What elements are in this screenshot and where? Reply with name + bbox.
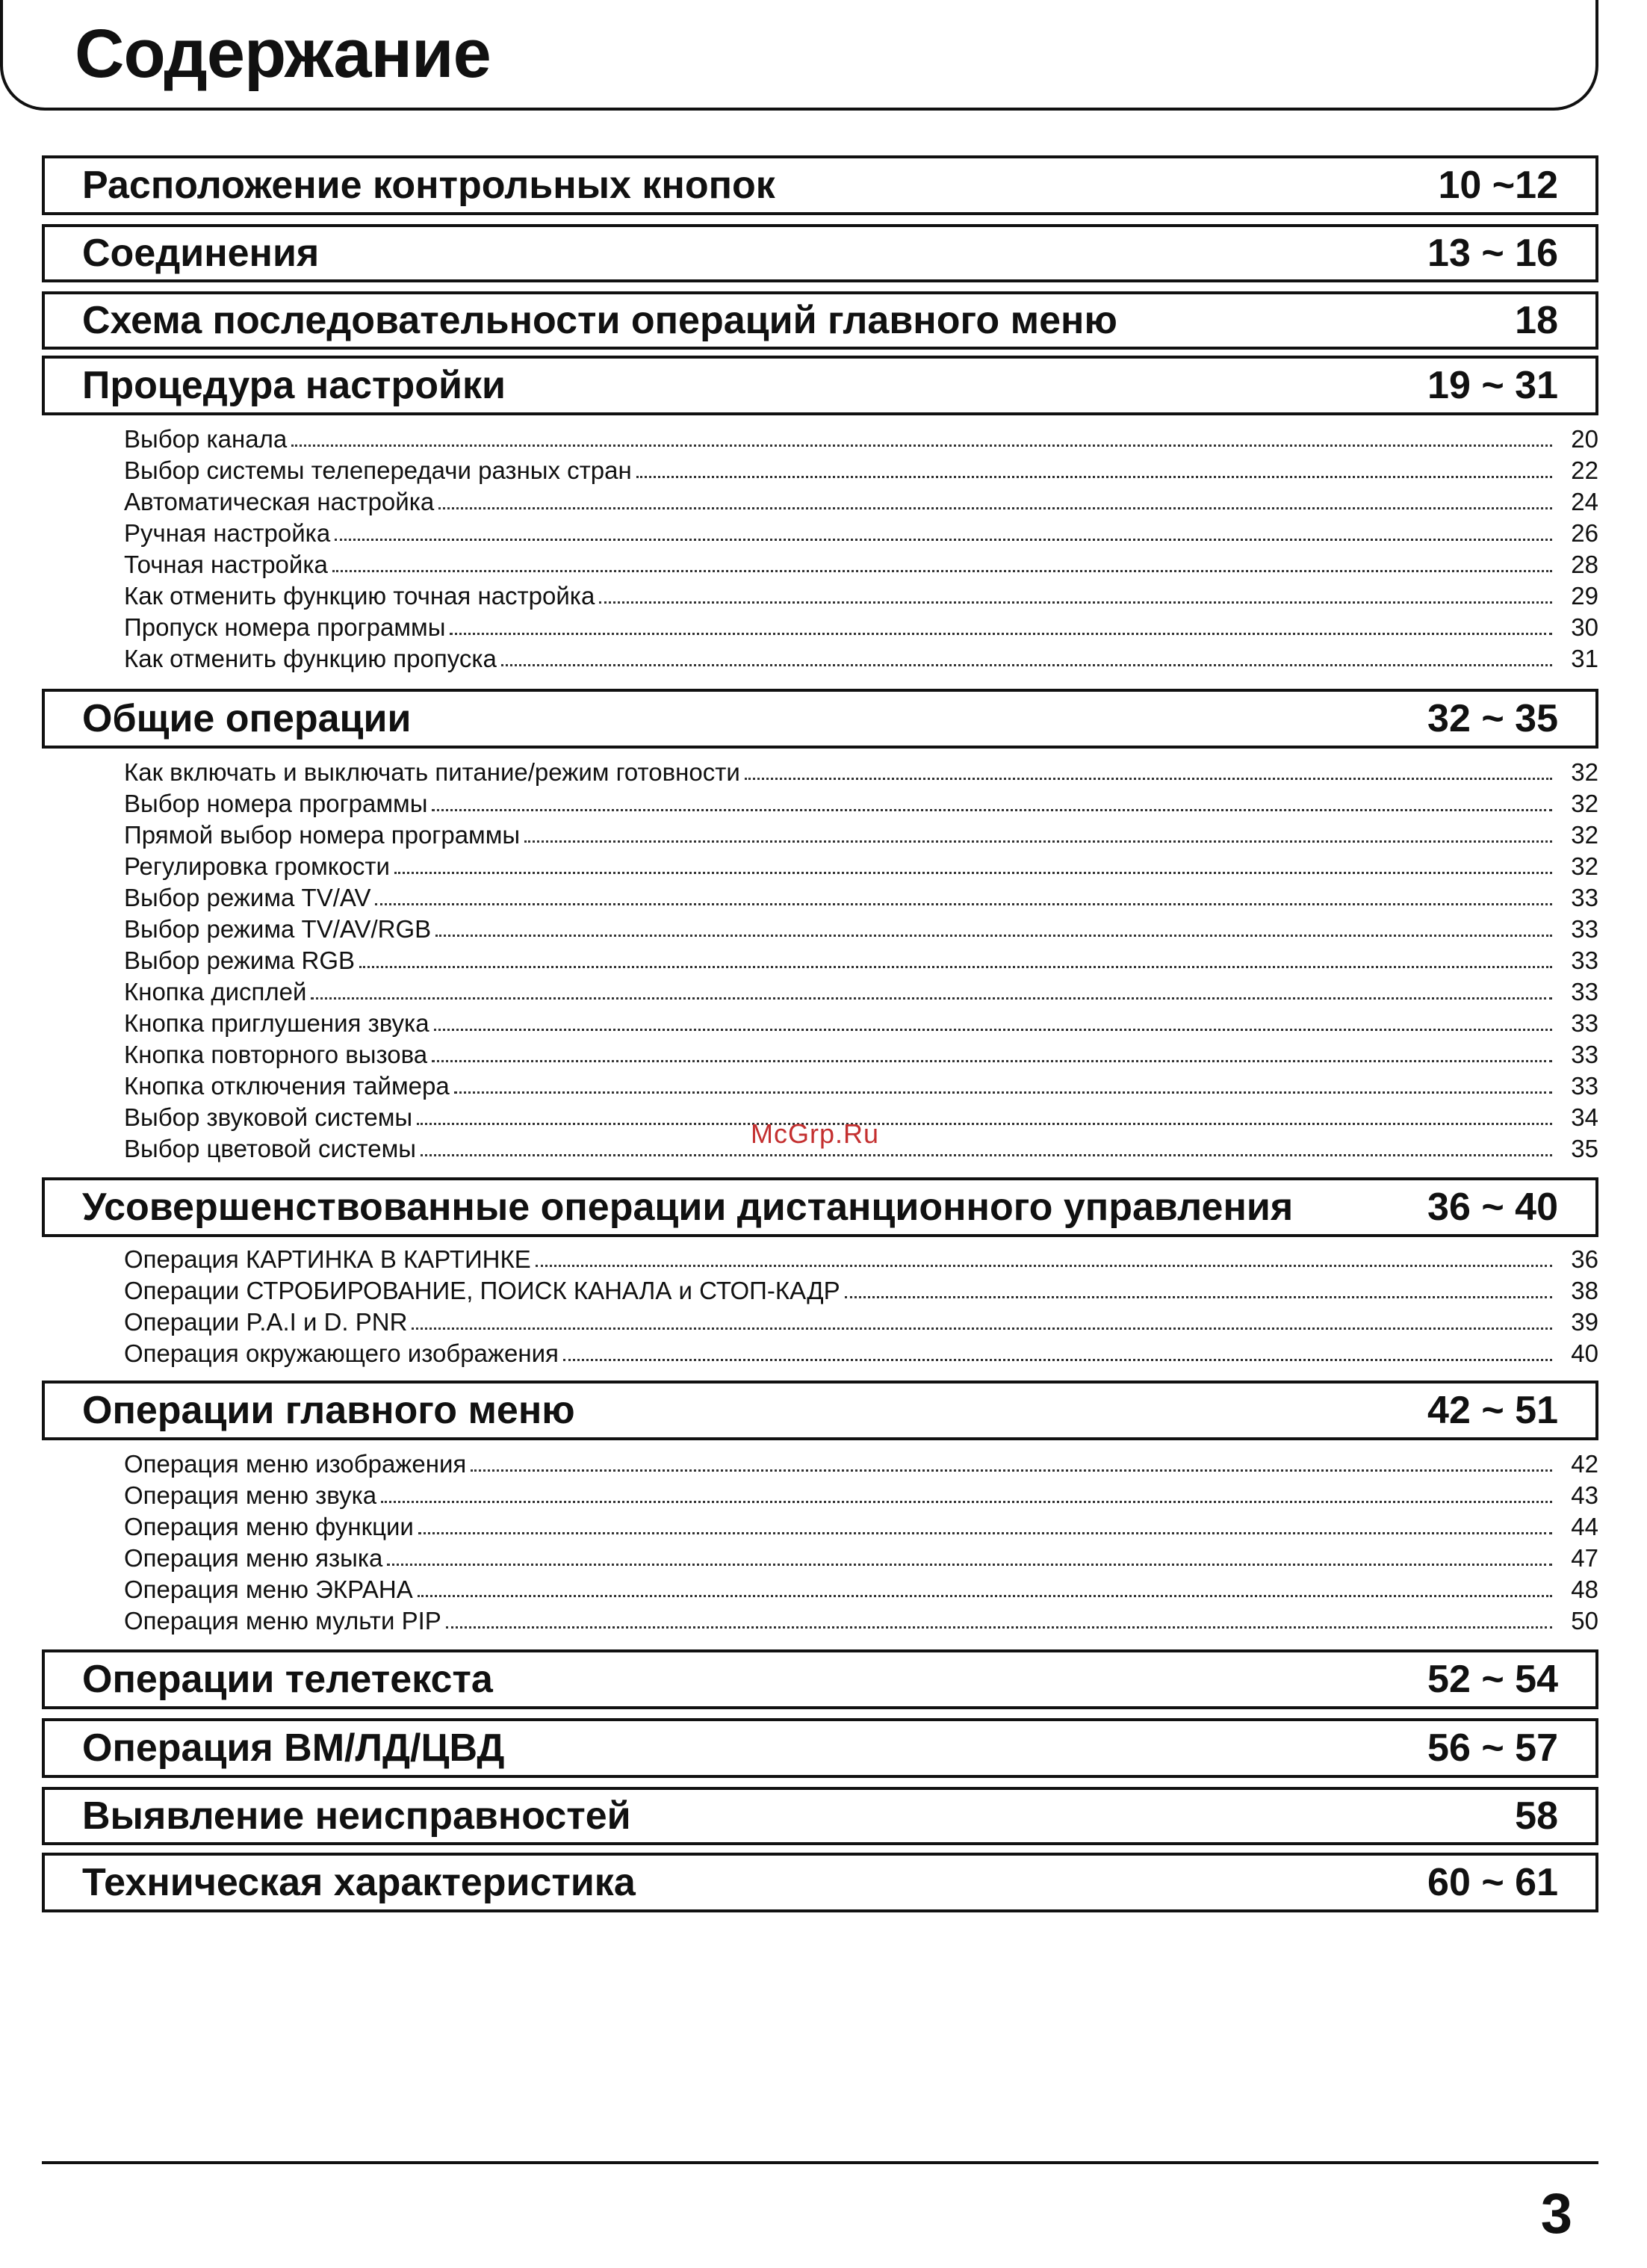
section-pages: 36 ~ 40 <box>1427 1186 1558 1229</box>
toc-entry[interactable]: Прямой выбор номера программы 32 <box>124 821 1598 849</box>
toc-entry[interactable]: Операция меню ЭКРАНА 48 <box>124 1575 1598 1603</box>
toc-entry[interactable]: Точная настройка 28 <box>124 551 1598 578</box>
toc-entry[interactable]: Операция меню мульти PIP 50 <box>124 1607 1598 1635</box>
section-title: Соединения <box>82 232 320 275</box>
section-main-menu[interactable] <box>42 1381 1598 1440</box>
toc-entry[interactable]: Операция меню функции 44 <box>124 1513 1598 1540</box>
toc-entry[interactable]: Как отменить функцию точная настройка 29 <box>124 582 1598 610</box>
toc-entry[interactable]: Операция КАРТИНКА В КАРТИНКЕ 36 <box>124 1245 1598 1273</box>
toc-entry[interactable]: Выбор режима RGB 33 <box>124 946 1598 974</box>
entries-remote-advanced <box>124 1243 1598 1369</box>
toc-entry[interactable]: Операции P.A.I и D. PNR 39 <box>124 1308 1598 1336</box>
toc-entry[interactable]: Операция окружающего изображения 40 <box>124 1339 1598 1367</box>
toc-entry[interactable]: Выбор канала 20 <box>124 425 1598 453</box>
section-pages: 60 ~ 61 <box>1427 1861 1558 1904</box>
toc-entry[interactable]: Выбор режима TV/AV/RGB 33 <box>124 915 1598 943</box>
toc-entry[interactable]: Операция меню изображения 42 <box>124 1450 1598 1478</box>
section-pages: 19 ~ 31 <box>1427 364 1558 407</box>
section-pages: 10 ~12 <box>1438 164 1558 207</box>
toc-entry[interactable]: Как включать и выключать питание/режим готовности 32 <box>124 758 1598 786</box>
section-menu-scheme[interactable] <box>42 291 1598 350</box>
section-specifications[interactable] <box>42 1853 1598 1912</box>
toc-entry[interactable]: Выбор системы телепередачи разных стран 22 <box>124 456 1598 484</box>
section-teletext[interactable] <box>42 1649 1598 1709</box>
section-title: Операции главного меню <box>82 1389 575 1432</box>
toc-entry[interactable]: Кнопка повторного вызова 33 <box>124 1041 1598 1068</box>
section-title: Операции телетекста <box>82 1658 493 1701</box>
toc-entry[interactable]: Автоматическая настройка 24 <box>124 488 1598 515</box>
toc-entry[interactable]: Кнопка приглушения звука 33 <box>124 1009 1598 1037</box>
toc-entry[interactable]: Ручная настройка 26 <box>124 519 1598 547</box>
toc-entry[interactable]: Кнопка отключения таймера 33 <box>124 1072 1598 1100</box>
section-pages: 56 ~ 57 <box>1427 1726 1558 1770</box>
toc-entry[interactable]: Операции СТРОБИРОВАНИЕ, ПОИСК КАНАЛА и СТОП-КАДР 38 <box>124 1277 1598 1304</box>
entries-main-menu <box>124 1448 1598 1636</box>
section-title: Процедура настройки <box>82 364 506 407</box>
page-title: Содержание <box>75 16 491 92</box>
section-title: Выявление неисправностей <box>82 1794 631 1838</box>
section-vcr-ld-dvd[interactable] <box>42 1718 1598 1778</box>
section-general[interactable] <box>42 689 1598 749</box>
toc-entry[interactable]: Кнопка дисплей 33 <box>124 978 1598 1006</box>
section-pages: 52 ~ 54 <box>1427 1658 1558 1701</box>
toc-entry[interactable]: Пропуск номера программы 30 <box>124 613 1598 641</box>
section-troubleshooting[interactable] <box>42 1787 1598 1845</box>
toc-entry[interactable]: Операция меню языка 47 <box>124 1544 1598 1572</box>
toc-entry[interactable]: Операция меню звука 43 <box>124 1481 1598 1509</box>
section-pages: 42 ~ 51 <box>1427 1389 1558 1432</box>
section-pages: 32 ~ 35 <box>1427 697 1558 740</box>
section-title: Усовершенствованные операции дистанционного управления <box>82 1186 1294 1229</box>
section-pages: 18 <box>1515 299 1558 342</box>
toc-entry[interactable]: Регулировка громкости 32 <box>124 852 1598 880</box>
watermark: McGrp.Ru <box>751 1118 880 1149</box>
section-title: Операция ВМ/ЛД/ЦВД <box>82 1726 505 1770</box>
toc-entry[interactable]: Как отменить функцию пропуска 31 <box>124 645 1598 672</box>
section-connections[interactable] <box>42 224 1598 282</box>
page-number: 3 <box>1540 2182 1572 2246</box>
section-title: Техническая характеристика <box>82 1861 636 1904</box>
toc-entry[interactable]: Выбор звуковой системы 34 <box>124 1103 1598 1131</box>
footer-divider <box>42 2161 1598 2164</box>
toc-entry[interactable]: Выбор цветовой системы 35 <box>124 1135 1598 1162</box>
section-pages: 58 <box>1515 1794 1558 1838</box>
toc-entry[interactable]: Выбор номера программы 32 <box>124 790 1598 817</box>
section-tuning[interactable] <box>42 356 1598 415</box>
section-title: Схема последовательности операций главного меню <box>82 299 1117 342</box>
toc-entry[interactable]: Выбор режима TV/AV 33 <box>124 884 1598 911</box>
section-title: Расположение контрольных кнопок <box>82 164 775 207</box>
entries-tuning <box>124 423 1598 674</box>
entries-general <box>124 756 1598 1164</box>
section-pages: 13 ~ 16 <box>1427 232 1558 275</box>
section-controls[interactable] <box>42 155 1598 215</box>
section-remote-advanced[interactable] <box>42 1177 1598 1237</box>
section-title: Общие операции <box>82 697 412 740</box>
